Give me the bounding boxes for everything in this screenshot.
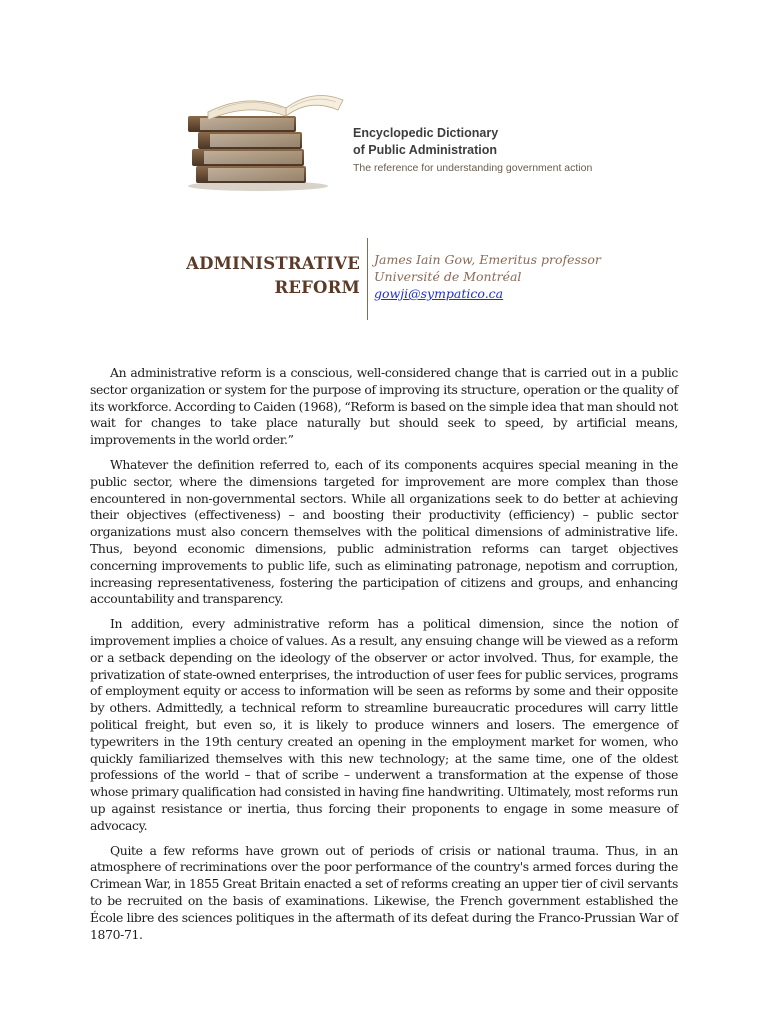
logo-title-line1: Encyclopedic Dictionary	[353, 126, 499, 140]
author-institution: Université de Montréal	[374, 269, 522, 284]
logo-title-line2: of Public Administration	[353, 143, 497, 157]
author-name: James Iain Gow, Emeritus professor	[374, 252, 601, 267]
paragraph-4: Quite a few reforms have grown out of periods of crisis or national trauma. Thus, in an atmosphere of recriminations over the poor performance of the country's armed forces during the Crimean War, in 1855 Great Britain enacted a set of reforms creating an upper tier of civil servants to be recruited on the basis of examinations. Likewise, the French government established the École libre des sciences politiques in the aftermath of its defeat during the Franco-Prussian War of 1870-71.	[90, 842, 678, 942]
paragraph-3: In addition, every administrative reform has a political dimension, since the notion of improvement implies a choice of values. As a result, any ensuing change will be viewed as a reform or a setback depending on the ideology of the observer or actor involved. Thus, for example, the privatization of state-owned enterprises, the introduction of user fees for public services, programs of employment equity or access to information will be seen as reforms by some and their opposite by others. Admittedly, a technical reform to streamline bureaucratic procedures will carry little political freight, but even so, it is likely to produce winners and losers. The emergence of typewriters in the 19th century created an opening in the employment market for women, who quickly familiarized themselves with this new technology; at the same time, one of the oldest professions of the world – that of scribe – underwent a transformation at the expense of those whose primary qualification had consisted in having fine handwriting. Ultimately, most reforms run up against resistance or inertia, thus forcing their proponents to engage in some measure of advocacy.	[90, 616, 678, 833]
publication-logo	[178, 82, 598, 192]
title-line2: REFORM	[274, 278, 360, 297]
article-heading	[150, 238, 620, 320]
article-title	[186, 252, 360, 300]
article-body	[90, 365, 678, 951]
books-stack-icon	[178, 82, 348, 192]
title-line1: ADMINISTRATIVE	[186, 254, 360, 273]
paragraph-1: An administrative reform is a conscious, well-considered change that is carried out in a public sector organization or system for the purpose of improving its structure, operation or the quality of its workforce. According to Caiden (1968), “Reform is based on the simple idea that man should not wait for changes to take place naturally but should seek to speed, by artificial means, improvements in the world order.”	[90, 365, 678, 448]
author-email-link[interactable]: gowji@sympatico.ca	[374, 286, 504, 301]
logo-tagline: The reference for understanding government action	[353, 162, 593, 174]
logo-text	[353, 125, 592, 174]
heading-divider	[367, 238, 368, 320]
paragraph-2: Whatever the definition referred to, each of its components acquires special meaning in the public sector, where the dimensions targeted for improvement are more complex than those encountered in non-governmental sectors. While all organizations seek to do better at achieving their objectives (effectiveness) – and boosting their productivity (efficiency) – public sector organizations must also concern themselves with the political dimensions of administrative life. Thus, beyond economic dimensions, public administration reforms can target objectives concerning improvements to public life, such as eliminating patronage, nepotism and corruption, increasing representativeness, fostering the participation of citizens and groups, and enhancing accountability and transparency.	[90, 456, 678, 607]
author-info	[374, 251, 601, 302]
